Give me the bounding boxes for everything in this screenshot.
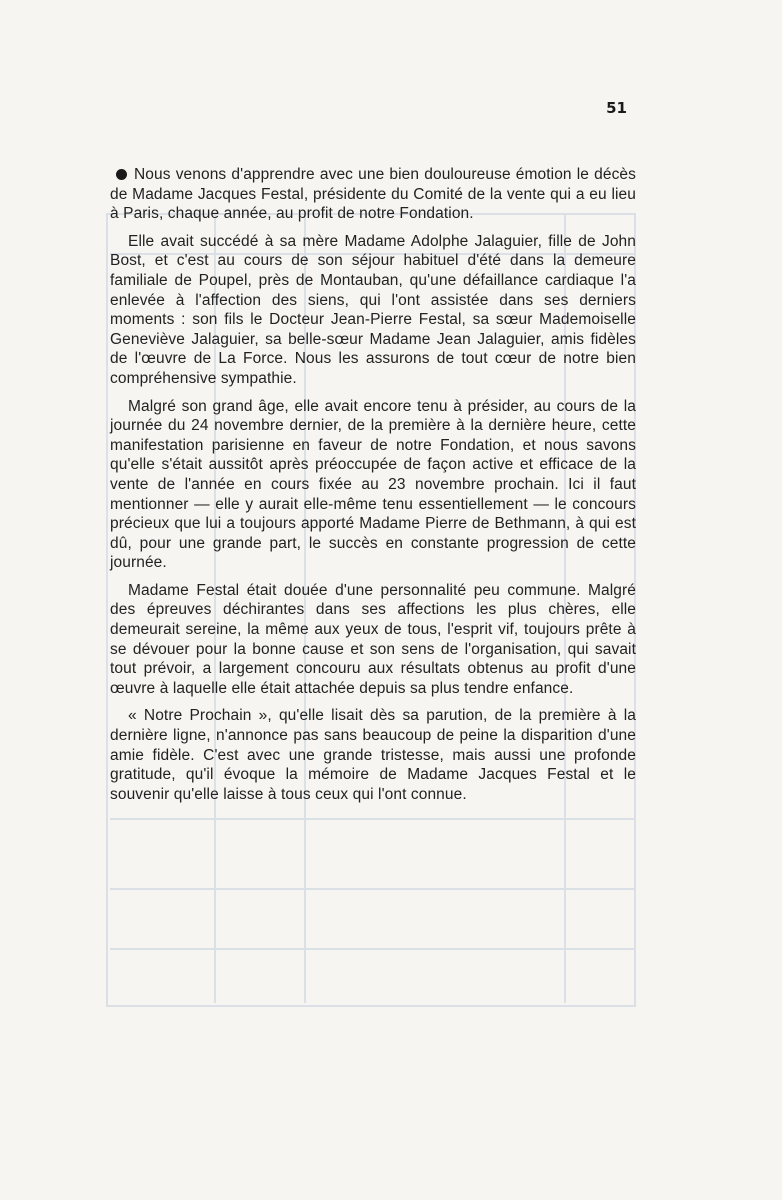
page-number: 51 bbox=[606, 99, 627, 117]
paragraph: Elle avait succédé à sa mère Madame Adolphe Jalaguier, fille de John Bost, et c'est au cours de son séjour habituel d'été dans la demeure familiale de Poupel, près de Montauban, qu'une défaillance cardiaque l'a enlevée à l'affection des siens, qui l'ont assistée dans ses derniers moments : son fils le Docteur Jean-Pierre Festal, sa sœur Mademoiselle Geneviève Jalaguier, sa belle-sœur Madame Jean Jalaguier, amis fidèles de l'œuvre de La Force. Nous les assurons de tout cœur de notre bien compréhensive sympathie. bbox=[110, 232, 636, 387]
ghost-table-rule bbox=[110, 888, 636, 890]
ghost-table-rule bbox=[110, 818, 636, 820]
bullet-icon bbox=[116, 169, 127, 180]
paragraph: « Notre Prochain », qu'elle lisait dès sa parution, de la première à la dernière ligne, n'annonce pas sans beaucoup de peine la disparition d'une amie fidèle. C'est avec une grande tristesse, mais aussi une profonde gratitude, qu'il évoque la mémoire de Madame Jacques Festal et le souvenir qu'elle laisse à tous ceux qui l'ont connue. bbox=[110, 707, 636, 803]
paragraph: Madame Festal était douée d'une personnalité peu commune. Malgré des épreuves déchirantes dans ses affections les plus chères, elle demeurait sereine, la même aux yeux de tous, l'esprit vif, toujours prête à se dévouer pour la bonne cause et son sens de l'organisation, qui savait tout prévoir, a largement concouru aux résultats obtenus au profit d'une œuvre à laquelle elle était attachée depuis sa plus tendre enfance. bbox=[110, 581, 636, 697]
ghost-table-rule bbox=[110, 948, 636, 950]
paragraph: Malgré son grand âge, elle avait encore tenu à présider, au cours de la journée du 24 novembre dernier, de la première à la dernière heure, cette manifestation parisienne en faveur de notre Fondation, et nous savons qu'elle s'était aussitôt après préoccupée de façon active et efficace de la vente de l'année en cours fixée au 23 novembre prochain. Ici il faut mentionner — elle y aurait elle-même tenu essentiellement — le concours précieux que lui a toujours apporté Madame Pierre de Bethmann, à qui est dû, pour une grande part, le succès en constante progression de cette journée. bbox=[110, 397, 636, 572]
paragraph bbox=[110, 165, 636, 224]
article-body bbox=[110, 165, 636, 812]
paragraph-text: Nous venons d'apprendre avec une bien douloureuse émotion le décès de Madame Jacques Festal, présidente du Comité de la vente qui a eu lieu à Paris, chaque année, au profit de notre Fondation. bbox=[110, 166, 636, 223]
